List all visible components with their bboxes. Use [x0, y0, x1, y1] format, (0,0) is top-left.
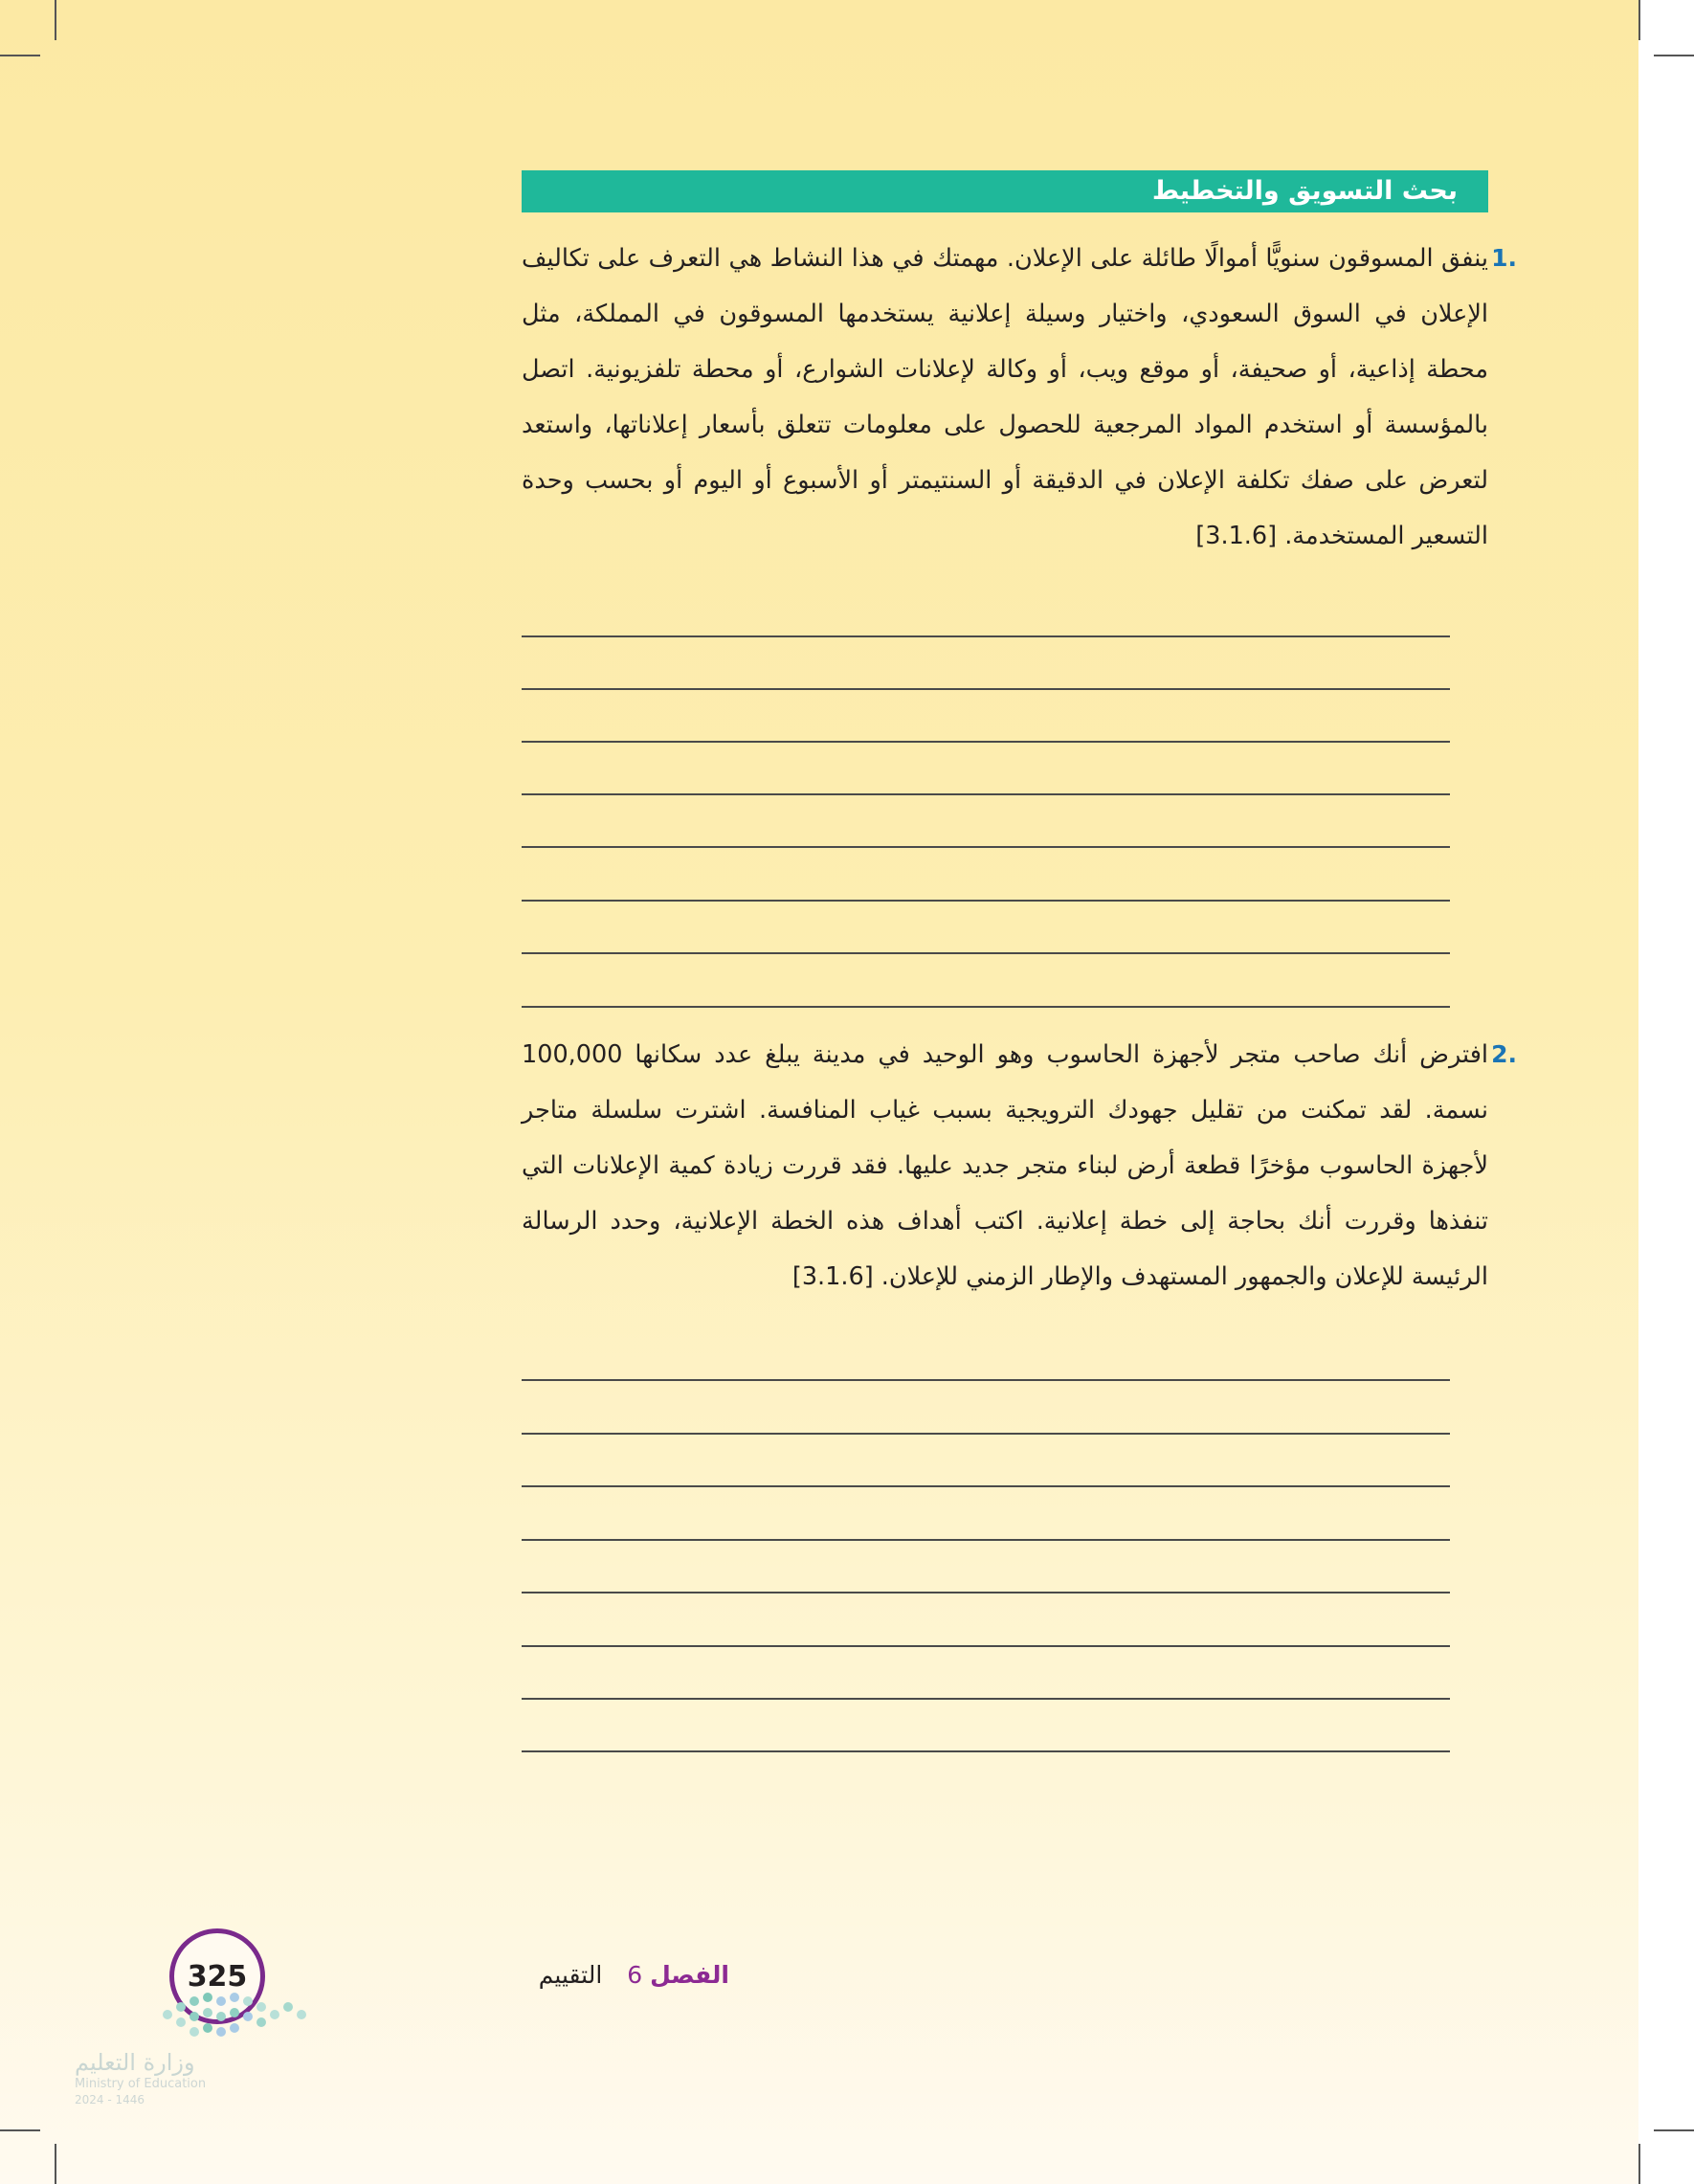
page-number: 325 [187, 1959, 248, 1994]
question-text: افترض أنك صاحب متجر لأجهزة الحاسوب وهو الوحيد في مدينة يبلغ عدد سكانها 100,000 نسمة. لقد تمكنت من تقليل جهودك الترويجية بسبب غياب المنافسة. اشترت سلسلة متاجر لأجهزة الحاسوب مؤخرًا قطعة أرض لبناء متجر جديد عليها. فقد قررت زيادة كمية الإعلانات التي تنفذها وقررت أنك بحاجة إلى خطة إعلانية. اكتب أهداف هذه الخطة الإعلانية، وحدد الرسالة الرئيسة للإعلان والجمهور المستهدف والإطار الزمني للإعلان. [3.1.6] [522, 1040, 1488, 1291]
crop-mark [55, 0, 56, 40]
page-margin [1638, 0, 1694, 2184]
crop-mark [0, 55, 40, 56]
crop-mark [0, 2129, 40, 2131]
answer-line[interactable] [522, 741, 1450, 743]
section-name: التقييم [538, 1961, 603, 1989]
ministry-name-ar: وزارة التعليم [75, 2049, 195, 2076]
answer-line[interactable] [522, 793, 1450, 795]
answer-line[interactable] [522, 1485, 1450, 1487]
crop-mark [55, 2144, 56, 2184]
chapter-footer [517, 1956, 729, 1995]
crop-mark [1638, 2144, 1640, 2184]
answer-line[interactable] [522, 688, 1450, 690]
chapter-label: الفصل [650, 1961, 729, 1989]
crop-mark [1654, 55, 1694, 56]
question-number: .2 [1491, 1040, 1517, 1068]
answer-line[interactable] [522, 1539, 1450, 1541]
question-2 [522, 1027, 1517, 1304]
answer-line[interactable] [522, 1433, 1450, 1435]
crop-mark [1638, 0, 1640, 40]
answer-line[interactable] [522, 1645, 1450, 1647]
answer-line[interactable] [522, 1592, 1450, 1593]
answer-line[interactable] [522, 1006, 1450, 1008]
answer-line[interactable] [522, 1379, 1450, 1381]
answer-line[interactable] [522, 1750, 1450, 1752]
ministry-year: 2024 - 1446 [75, 2093, 145, 2106]
ministry-name-en: Ministry of Education [75, 2077, 207, 2091]
question-text: ينفق المسوقون سنويًّا أموالًا طائلة على الإعلان. مهمتك في هذا النشاط هي التعرف على تكاليف الإعلان في السوق السعودي، واختيار وسيلة إعلانية يستخدمها المسوقون في المملكة، مثل محطة إذاعية، أو صحيفة، أو موقع ويب، أو وكالة لإعلانات الشوارع، أو محطة تلفزيونية. اتصل بالمؤسسة أو استخدم المواد المرجعية للحصول على معلومات تتعلق بأسعار إعلاناتها، واستعد لتعرض على صفك تكلفة الإعلان في الدقيقة أو السنتيمتر أو الأسبوع أو اليوم أو بحسب وحدة التسعير المستخدمة. [3.1.6] [522, 244, 1488, 550]
answer-line[interactable] [522, 846, 1450, 848]
answer-line[interactable] [522, 900, 1450, 902]
ministry-logo [75, 2048, 247, 2107]
crop-mark [1654, 2129, 1694, 2131]
question-1 [522, 231, 1517, 564]
section-title: بحث التسويق والتخطيط [1151, 176, 1458, 206]
answer-line[interactable] [522, 1698, 1450, 1700]
question-number: .1 [1491, 244, 1517, 272]
chapter-number: 6 [627, 1961, 643, 1989]
answer-line[interactable] [522, 952, 1450, 954]
section-header [522, 170, 1488, 212]
answer-line[interactable] [522, 635, 1450, 637]
